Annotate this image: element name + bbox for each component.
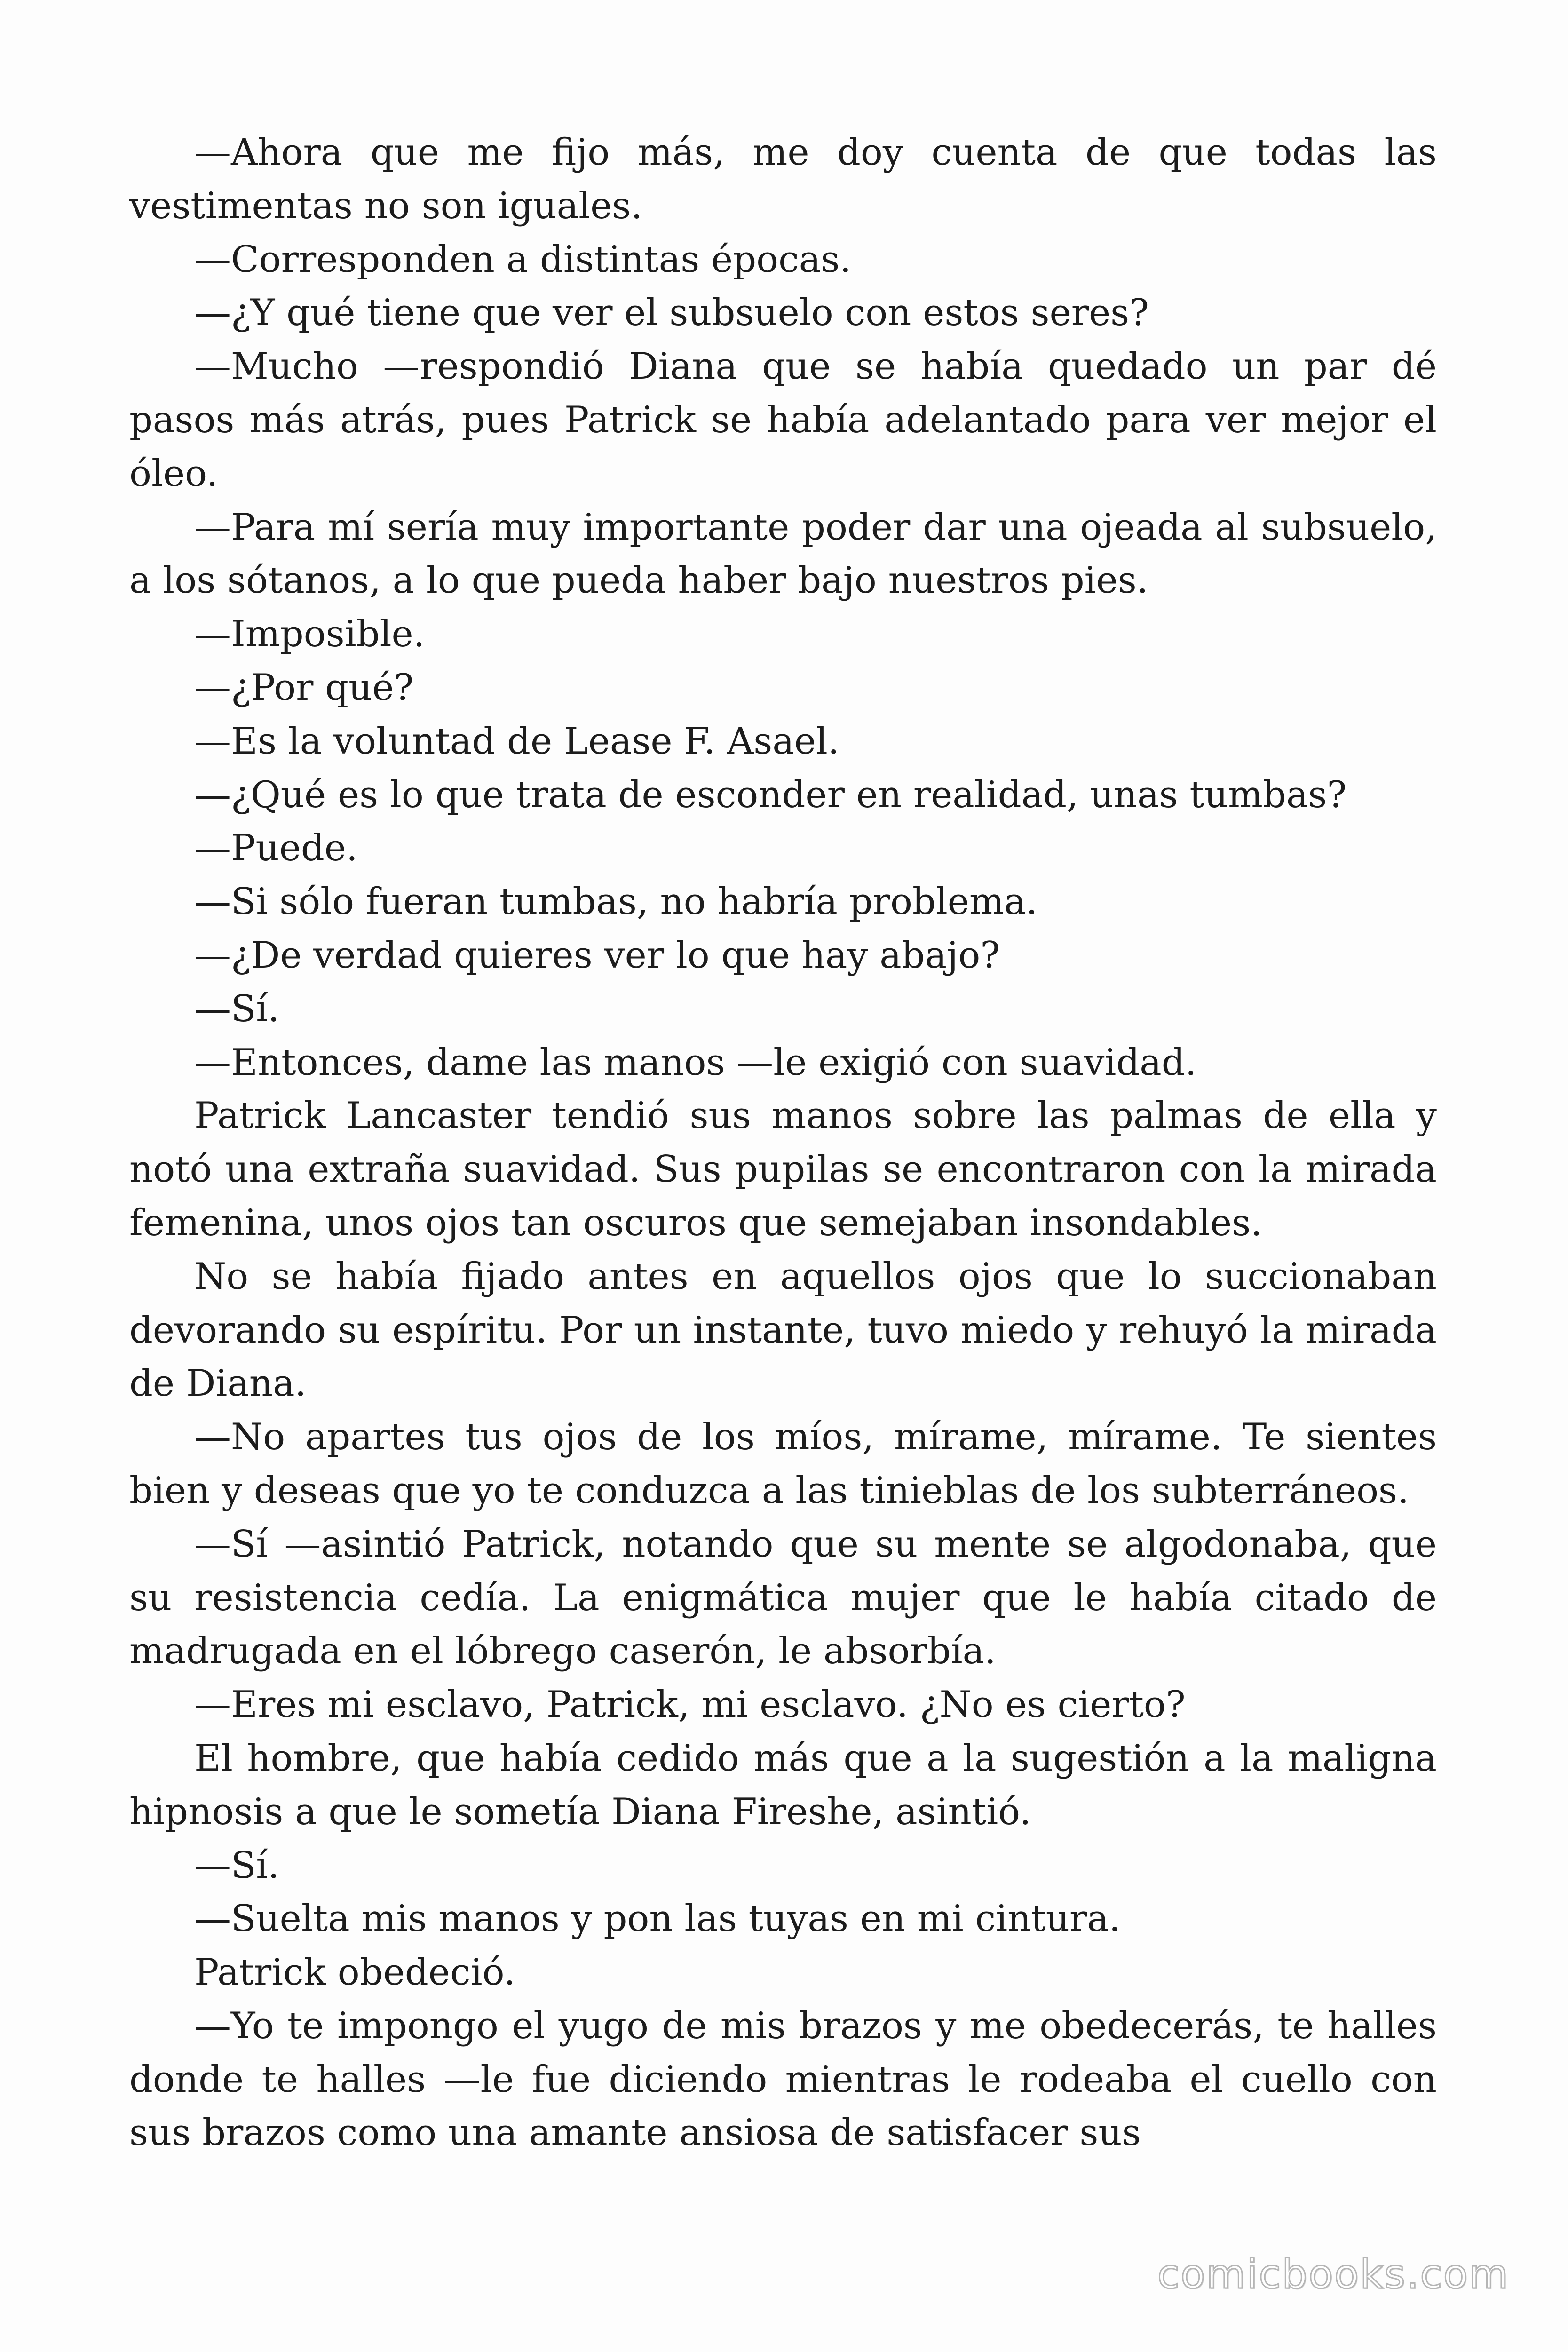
paragraph: —¿Y qué tiene que ver el subsuelo con estos seres? [194,292,1149,334]
site-watermark: comicbooks.com [1157,2251,1509,2298]
paragraph: —No apartes tus ojos de los míos, mírame, mírame. Te sientes bien y deseas que yo te conduzca a las tinieblas de los subterráneos. [129,1416,1437,1512]
paragraph: —Entonces, dame las manos —le exigió con suavidad. [194,1041,1197,1084]
paragraph: —Yo te impongo el yugo de mis brazos y me obedecerás, te halles donde te halles —le fue diciendo mientras le rodeaba el cuello con sus brazos como una amante ansiosa de satisfacer sus [129,2004,1437,2154]
paragraph: No se había fijado antes en aquellos ojos que lo succionaban devorando su espíritu. Por un instante, tuvo miedo y rehuyó la mirada de Diana. [129,1255,1437,1405]
paragraph: —Sí —asintió Patrick, notando que su mente se algodonaba, que su resistencia cedía. La enigmática mujer que le había citado de madrugada en el lóbrego caserón, le absorbía. [129,1523,1437,1673]
paragraph: Patrick obedeció. [194,1951,515,1994]
paragraph: —Eres mi esclavo, Patrick, mi esclavo. ¿No es cierto? [194,1684,1186,1726]
paragraph: Patrick Lancaster tendió sus manos sobre las palmas de ella y notó una extraña suavidad. Sus pupilas se encontraron con la mirada femenina, unos ojos tan oscuros que semejaban insondables. [129,1095,1437,1244]
paragraph: —Imposible. [194,613,425,656]
paragraph: El hombre, que había cedido más que a la sugestión a la maligna hipnosis a que le sometía Diana Fireshe, asintió. [129,1737,1437,1833]
paragraph: —Suelta mis manos y pon las tuyas en mi cintura. [194,1898,1121,1940]
paragraph: —Corresponden a distintas épocas. [194,238,852,281]
paragraph: —Para mí sería muy importante poder dar una ojeada al subsuelo, a los sótanos, a lo que pueda haber bajo nuestros pies. [129,506,1437,602]
paragraph: —¿Qué es lo que trata de esconder en realidad, unas tumbas? [194,773,1347,816]
paragraph: —Es la voluntad de Lease F. Asael. [194,720,839,763]
paragraph: —Ahora que me fijo más, me doy cuenta de que todas las vestimentas no son iguales. [129,131,1437,227]
paragraph: —Si sólo fueran tumbas, no habría problema. [194,881,1038,923]
paragraph: —Mucho —respondió Diana que se había quedado un par dé pasos más atrás, pues Patrick se había adelantado para ver mejor el óleo. [129,345,1437,495]
paragraph: —Sí. [194,987,280,1030]
paragraph: —¿Por qué? [194,666,414,709]
paragraph: —¿De verdad quieres ver lo que hay abajo? [194,934,1000,977]
paragraph: —Sí. [194,1844,280,1887]
paragraph: —Puede. [194,827,358,870]
body-text [129,126,1437,2160]
